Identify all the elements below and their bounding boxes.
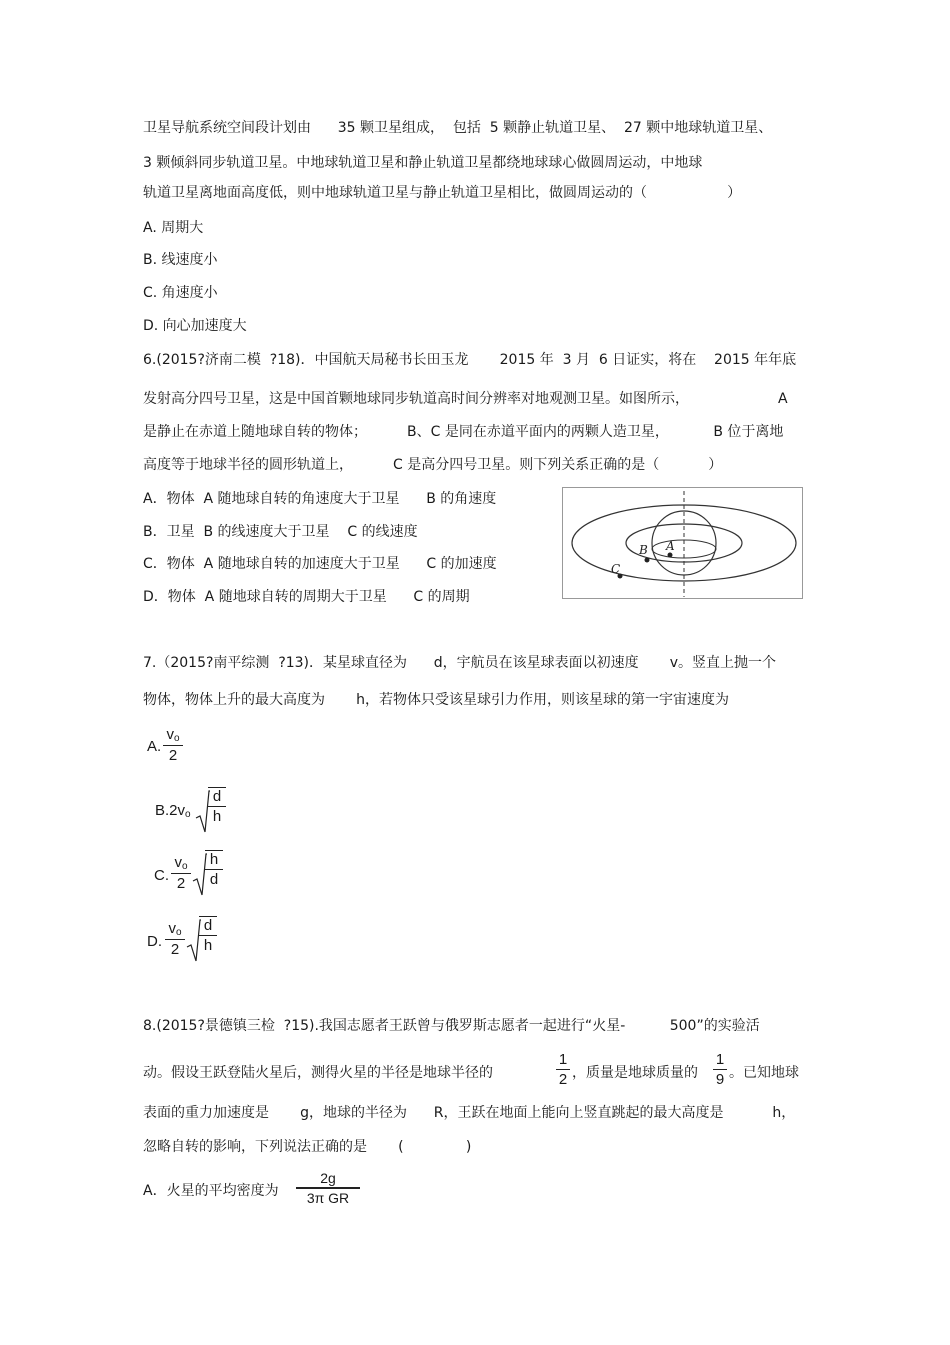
q8-fraction-radius: 1 2	[556, 1051, 570, 1088]
q5-option-c: C. 角速度小	[143, 285, 218, 301]
q8-option-a-text: A．火星的平均密度为	[143, 1183, 279, 1199]
q6-option-a: A．物体 A 随地球自转的角速度大于卫星 B 的角速度	[143, 491, 497, 507]
q8-line-1: 8.(2015?景德镇三检 ?15).我国志愿者王跃曾与俄罗斯志愿者一起进行“火星- 500”的实验活	[143, 1018, 760, 1034]
q6-line-4: 高度等于地球半径的圆形轨道上， C 是高分四号卫星。则下列关系正确的是（ ）	[143, 457, 723, 473]
q6-option-b: B．卫星 B 的线速度大于卫星 C 的线速度	[143, 524, 418, 540]
q7-option-a-fraction: $v_o$ 2	[163, 726, 183, 764]
q7-line-2: 物体，物体上升的最大高度为 h，若物体只受该星球引力作用，则该星球的第一宇宙速度为	[143, 692, 730, 708]
q7-option-c-fraction: $v_o$ 2	[171, 854, 191, 892]
q7-option-c-prefix: C.	[154, 867, 169, 884]
q6-line-3: 是静止在赤道上随地球自转的物体； B、C 是同在赤道平面内的两颗人造卫星， B 位于离地	[143, 424, 784, 440]
q7-line-1: 7.（2015?南平综测 ?13)．某星球直径为 d，宇航员在该星球表面以初速度 v。竖直上抛一个	[143, 655, 777, 671]
point-a	[668, 553, 673, 558]
q6-line-1: 6.(2015?济南二模 ?18)．中国航天局秘书长田玉龙 2015 年 3 月 6 日证实，将在 2015 年年底	[143, 352, 797, 368]
q8-option-a-fraction: 2g 3π GR	[296, 1170, 360, 1206]
q7-option-d-radicand: d h	[199, 916, 217, 954]
q8-line-2b: ，质量是地球质量的	[572, 1065, 698, 1081]
q5-line-3: 轨道卫星离地面高度低，则中地球轨道卫星与静止轨道卫星相比，做圆周运动的（ ）	[143, 185, 742, 201]
q8-line-3: 表面的重力加速度是 g，地球的半径为 R，王跃在地面上能向上竖直跳起的最大高度是 h，	[143, 1105, 796, 1121]
q6-line-2: 发射高分四号卫星，这是中国首颗地球同步轨道高时间分辨率对地观测卫星。如图所示， A	[143, 391, 788, 407]
q5-option-d: D. 向心加速度大	[143, 318, 247, 334]
orbit-figure	[562, 487, 803, 599]
q5-option-a: A. 周期大	[143, 220, 204, 236]
label-c: C	[611, 562, 621, 576]
q7-option-b-fraction: d h	[208, 787, 226, 825]
q8-line-2a: 动。假设王跃登陆火星后，测得火星的半径是地球半径的	[143, 1065, 493, 1081]
label-b: B	[639, 543, 648, 557]
point-b	[645, 558, 650, 563]
label-a: A	[666, 539, 675, 553]
q8-line-4: 忽略自转的影响，下列说法正确的是 ( )	[143, 1139, 472, 1155]
q7-option-b-prefix: $B.2v_o$	[155, 802, 191, 820]
q7-option-d-prefix: D.	[147, 933, 162, 950]
q6-option-c: C．物体 A 随地球自转的加速度大于卫星 C 的加速度	[143, 556, 497, 572]
q8-fraction-mass: 1 9	[713, 1051, 727, 1088]
q7-option-a-prefix: A.	[147, 738, 162, 755]
q5-line-1: 卫星导航系统空间段计划由 35 颗卫星组成， 包括 5 颗静止轨道卫星、 27 颗中地球轨道卫星、	[143, 120, 773, 136]
q8-line-2c: 。已知地球	[729, 1065, 799, 1081]
q6-option-d: D．物体 A 随地球自转的周期大于卫星 C 的周期	[143, 589, 470, 605]
q7-option-c-radicand: h d	[205, 850, 223, 888]
q5-option-b: B. 线速度小	[143, 252, 218, 268]
q7-option-d-fraction: $v_o$ 2	[165, 920, 185, 958]
q5-line-2: 3 颗倾斜同步轨道卫星。中地球轨道卫星和静止轨道卫星都绕地球球心做圆周运动，中地球	[143, 155, 703, 171]
